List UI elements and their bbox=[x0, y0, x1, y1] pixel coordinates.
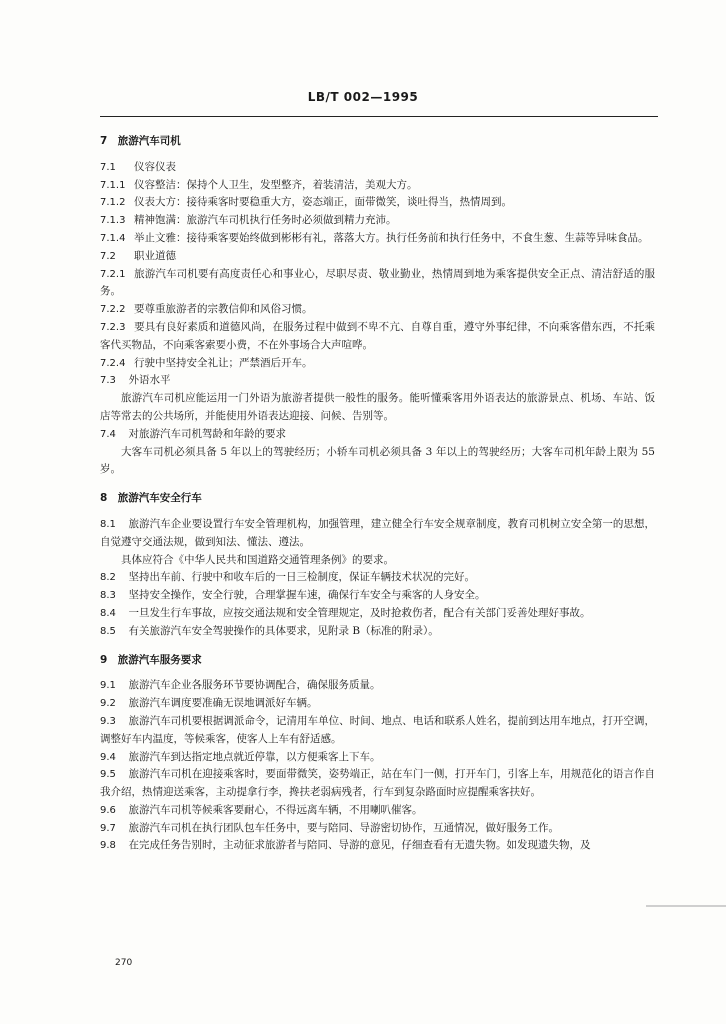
page-number: 270 bbox=[115, 958, 133, 968]
clause-number: 7.3 bbox=[100, 375, 116, 387]
clause-9-5 bbox=[100, 766, 655, 802]
section-7-title: 7 旅游汽车司机 bbox=[100, 135, 181, 147]
clause-text: 旅游汽车司机在迎接乘客时，要面带微笑，姿势端正，站在车门一侧，打开车门，引客上车，用规范化的语言作自我介绍，热情迎送乘客，主动提拿行李，搀扶老弱病残者，行车到复杂路面时应提醒乘客扶好。 bbox=[100, 768, 655, 799]
clause-8-1 bbox=[100, 516, 655, 552]
paragraph-7-4: 大客车司机必须具备 5 年以上的驾驶经历；小轿车司机必须具备 3 年以上的驾驶经历；大客车司机年龄上限为 55 岁。 bbox=[100, 445, 655, 476]
clause-number: 9.3 bbox=[100, 715, 116, 727]
clause-text: 旅游汽车司机在执行团队包车任务中，要与陪同、导游密切协作，互通情况，做好服务工作。 bbox=[128, 821, 559, 834]
clause-text: 旅游汽车企业各服务环节要协调配合，确保服务质量。 bbox=[128, 679, 381, 692]
clause-8-5 bbox=[100, 623, 655, 641]
clause-7-1-1 bbox=[100, 177, 655, 195]
clause-number: 9.6 bbox=[100, 804, 116, 816]
clause-9-1 bbox=[100, 677, 655, 695]
clause-text: 外语水平 bbox=[128, 374, 171, 387]
paragraph-8-1: 具体应符合《中华人民共和国道路交通管理条例》的要求。 bbox=[121, 553, 394, 566]
clause-text: 旅游汽车调度要准确无误地调派好车辆。 bbox=[128, 697, 318, 710]
clause-9-6 bbox=[100, 802, 655, 820]
clause-number: 7.2 bbox=[100, 250, 116, 262]
clause-text: 要尊重旅游者的宗教信仰和风俗习惯。 bbox=[134, 303, 313, 316]
clause-number: 7.1.1 bbox=[100, 179, 126, 191]
clause-number: 7.4 bbox=[100, 428, 116, 440]
clause-number: 8.3 bbox=[100, 590, 116, 602]
clause-9-8 bbox=[100, 837, 655, 855]
standard-code-header: LB/T 002—1995 bbox=[307, 90, 419, 104]
clause-number: 9.2 bbox=[100, 698, 116, 710]
clause-number: 7.1.4 bbox=[100, 232, 126, 244]
clause-text: 旅游汽车企业要设置行车安全管理机构，加强管理，建立健全行车安全规章制度，教育司机树立安全第一的思想，自觉遵守交通法规，做到知法、懂法、遵法。 bbox=[100, 517, 655, 548]
clause-text: 坚持安全操作，安全行驶，合理掌握车速，确保行车安全与乘客的人身安全。 bbox=[128, 589, 486, 602]
clause-number: 9.4 bbox=[100, 751, 116, 763]
clause-number: 9.1 bbox=[100, 680, 116, 692]
clause-number: 7.2.1 bbox=[100, 268, 126, 280]
section-9-title: 9 旅游汽车服务要求 bbox=[100, 653, 202, 666]
clause-text: 旅游汽车司机要有高度责任心和事业心，尽职尽责、敬业勤业，热情周到地为乘客提供安全正点、清洁舒适的服务。 bbox=[100, 267, 655, 298]
clause-7-3 bbox=[100, 372, 655, 390]
clause-number: 7.2.3 bbox=[100, 321, 126, 333]
clause-text: 精神饱满：旅游汽车司机执行任务时必须做到精力充沛。 bbox=[134, 214, 397, 227]
clause-9-3 bbox=[100, 713, 655, 749]
clause-number: 7.1 bbox=[100, 161, 116, 173]
clause-number: 9.7 bbox=[100, 822, 116, 834]
clause-text: 有关旅游汽车安全驾驶操作的具体要求，见附录 B（标准的附录）。 bbox=[128, 624, 439, 637]
clause-number: 8.1 bbox=[100, 518, 116, 530]
document-body bbox=[100, 133, 655, 855]
clause-text: 在完成任务告别时，主动征求旅游者与陪同、导游的意见，仔细查看有无遗失物。如发现遗失物，及 bbox=[128, 839, 591, 852]
clause-7-2-3 bbox=[100, 319, 655, 355]
clause-text: 旅游汽车到达指定地点就近停靠，以方便乘客上下车。 bbox=[128, 750, 381, 763]
clause-number: 7.1.3 bbox=[100, 215, 126, 227]
clause-7-2-1 bbox=[100, 266, 655, 302]
clause-7-2 bbox=[100, 248, 655, 266]
clause-8-2 bbox=[100, 569, 655, 587]
clause-text: 要具有良好素质和道德风尚，在服务过程中做到不卑不亢、自尊自重，遵守外事纪律，不向乘客借东西，不托乘客代买物品，不向乘客索要小费，不在外事场合大声喧哗。 bbox=[100, 320, 655, 351]
clause-number: 9.8 bbox=[100, 840, 116, 852]
clause-text: 对旅游汽车司机驾龄和年龄的要求 bbox=[128, 427, 286, 440]
clause-9-2 bbox=[100, 695, 655, 713]
clause-text: 旅游汽车司机要根据调派命令，记清用车单位、时间、地点、电话和联系人姓名，提前到达用车地点，打开空调，调整好车内温度，等候乘客，使客人上车有舒适感。 bbox=[100, 714, 655, 745]
clause-8-4 bbox=[100, 605, 655, 623]
clause-text: 一旦发生行车事故，应按交通法规和安全管理规定，及时抢救伤者，配合有关部门妥善处理好事故。 bbox=[128, 606, 591, 619]
paragraph-7-3: 旅游汽车司机应能运用一门外语为旅游者提供一般性的服务。能听懂乘客用外语表达的旅游景点、机场、车站、饭店等常去的公共场所，并能使用外语表达迎接、问候、告别等。 bbox=[100, 392, 655, 422]
clause-number: 7.2.2 bbox=[100, 304, 126, 316]
clause-text: 行驶中坚持安全礼让；严禁酒后开车。 bbox=[134, 356, 313, 369]
clause-7-2-4 bbox=[100, 355, 655, 373]
section-8-title: 8 旅游汽车安全行车 bbox=[100, 492, 202, 505]
clause-7-4 bbox=[100, 426, 655, 444]
clause-number: 8.4 bbox=[100, 607, 116, 619]
clause-number: 7.2.4 bbox=[100, 357, 126, 369]
clause-number: 7.1.2 bbox=[100, 197, 126, 209]
clause-7-1-2 bbox=[100, 194, 655, 212]
clause-8-3 bbox=[100, 587, 655, 605]
clause-text: 旅游汽车司机等候乘客要耐心，不得远离车辆，不用喇叭催客。 bbox=[128, 803, 423, 816]
scan-edge-mark bbox=[646, 905, 726, 907]
clause-text: 坚持出车前、行驶中和收车后的一日三检制度，保证车辆技术状况的完好。 bbox=[128, 571, 475, 584]
clause-number: 8.5 bbox=[100, 625, 116, 637]
clause-7-1-3 bbox=[100, 212, 655, 230]
clause-9-7 bbox=[100, 820, 655, 838]
clause-text: 仪表大方：接待乘客时要稳重大方，姿态端正，面带微笑，谈吐得当，热情周到。 bbox=[134, 196, 512, 209]
clause-text: 举止文雅：接待乘客要始终做到彬彬有礼，落落大方。执行任务前和执行任务中，不食生葱、生蒜等异味食品。 bbox=[134, 231, 649, 244]
clause-number: 8.2 bbox=[100, 572, 116, 584]
clause-text: 仪容仪表 bbox=[134, 160, 176, 173]
clause-text: 职业道德 bbox=[134, 249, 176, 262]
clause-9-4 bbox=[100, 749, 655, 767]
header-rule bbox=[100, 116, 658, 117]
clause-text: 仪容整洁：保持个人卫生，发型整齐，着装清洁，美观大方。 bbox=[134, 178, 418, 191]
clause-number: 9.5 bbox=[100, 769, 116, 781]
clause-7-1-4 bbox=[100, 230, 655, 248]
clause-7-1 bbox=[100, 159, 655, 177]
clause-7-2-2 bbox=[100, 301, 655, 319]
